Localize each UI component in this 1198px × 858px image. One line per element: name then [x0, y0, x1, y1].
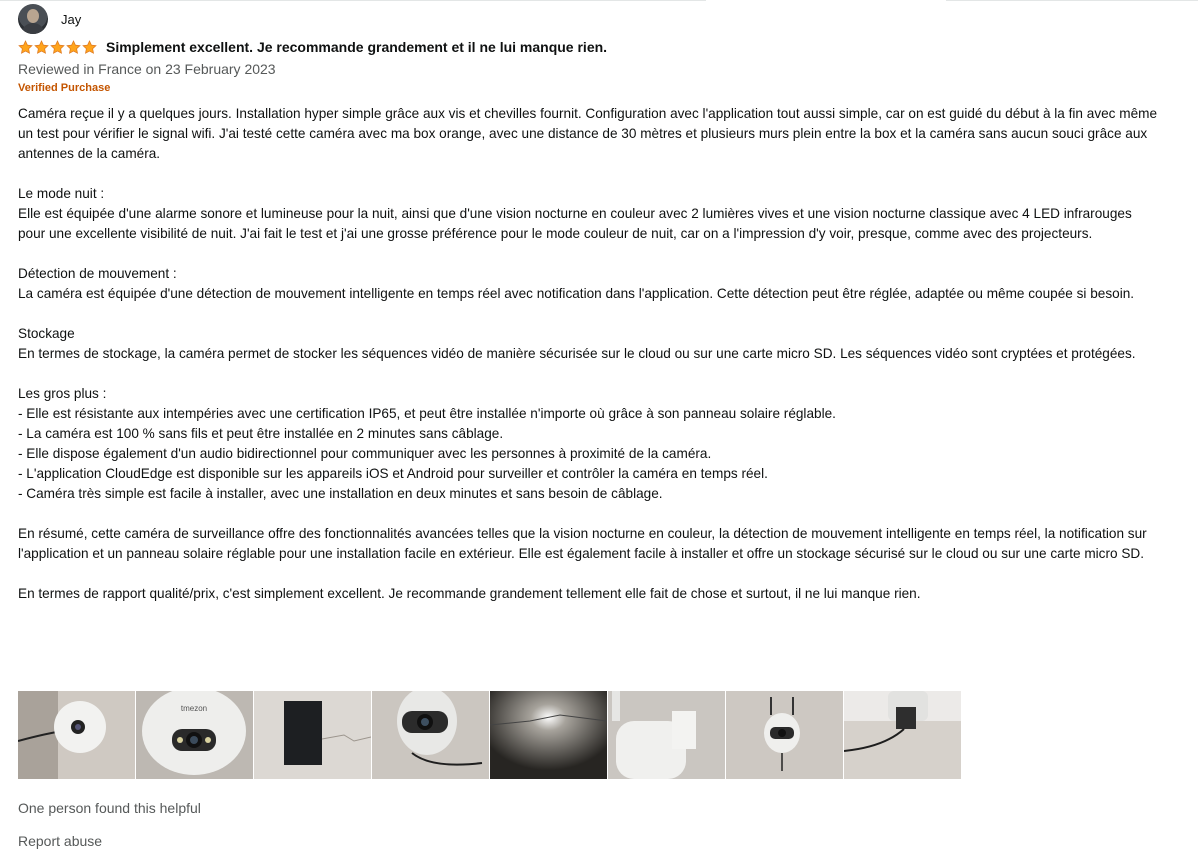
review-text-line: - Elle dispose également d'un audio bidirectionnel pour communiquer avec les personnes à proximité de la caméra. — [18, 446, 712, 461]
review-image-3[interactable] — [254, 691, 371, 779]
review-title[interactable]: Simplement excellent. Je recommande grandement et il ne lui manque rien. — [106, 39, 608, 55]
review-images — [18, 691, 961, 779]
review-image-5[interactable] — [490, 691, 607, 779]
review-image-2[interactable] — [136, 691, 253, 779]
review-text-line: - Caméra très simple est facile à installer, avec une installation en deux minutes et sans besoin de câblage. — [18, 486, 663, 501]
helpful-count: One person found this helpful — [18, 800, 201, 816]
review-date: Reviewed in France on 23 February 2023 — [18, 61, 276, 77]
star-rating — [18, 40, 97, 55]
review-body — [18, 104, 1158, 604]
review-text-line: En termes de rapport qualité/prix, c'est simplement excellent. Je recommande grandement tellement elle fait de chose et surtout, il ne lui manque rien. — [18, 586, 921, 601]
review-image-1[interactable] — [18, 691, 135, 779]
review-text-line: En termes de stockage, la caméra permet de stocker les séquences vidéo de manière sécurisée sur le cloud ou sur une carte micro SD. Les séquences vidéo sont cryptées et protégées. — [18, 346, 1136, 361]
review-image-8[interactable] — [844, 691, 961, 779]
star-icon — [66, 40, 81, 55]
review-text-line: - L'application CloudEdge est disponible sur les appareils iOS et Android pour surveiller et contrôler la caméra en temps réel. — [18, 466, 768, 481]
brand-logo-text: tmezon — [180, 704, 208, 713]
review-title-row — [18, 39, 607, 55]
reviewer-name: Jay — [61, 11, 82, 27]
verified-purchase-badge: Verified Purchase — [18, 82, 111, 94]
star-icon — [82, 40, 97, 55]
star-icon — [34, 40, 49, 55]
review-text-line: Détection de mouvement : — [18, 266, 177, 281]
review-text-line: Les gros plus : — [18, 386, 107, 401]
report-abuse-link[interactable]: Report abuse — [18, 833, 103, 849]
review-image-6[interactable] — [608, 691, 725, 779]
review-text-line: - La caméra est 100 % sans fils et peut être installée en 2 minutes sans câblage. — [18, 426, 504, 441]
review-text-line: En résumé, cette caméra de surveillance offre des fonctionnalités avancées telles que la vision nocturne en couleur, la détection de mouvement intelligente en temps réel, la notification sur l'application et un panneau solaire réglable pour une installation facile en extérieur. Elle est également facile à installer et offre un stockage sécurisé sur le cloud ou sur une carte micro SD. — [18, 526, 1147, 561]
avatar — [18, 4, 48, 34]
review-image-7[interactable] — [726, 691, 843, 779]
review-text-line: Caméra reçue il y a quelques jours. Installation hyper simple grâce aux vis et chevilles fournit. Configuration avec l'application tout aussi simple, car on est guidé du début à la fin avec même un test pour vérifier le signal wifi. J'ai testé cette caméra avec ma box orange, avec une distance de 30 mètres et plusieurs murs plein entre la box et la caméra sans aucun souci grâce aux antennes de la caméra. — [18, 106, 1158, 161]
star-icon — [18, 40, 33, 55]
review-image-4[interactable] — [372, 691, 489, 779]
review-text-line: - Elle est résistante aux intempéries avec une certification IP65, et peut être installée n'importe où grâce à son panneau solaire réglable. — [18, 406, 836, 421]
reviewer-profile[interactable] — [18, 4, 81, 34]
review-text-line: Le mode nuit : — [18, 186, 105, 201]
review-text-line: Stockage — [18, 326, 75, 341]
review-text-line: La caméra est équipée d'une détection de mouvement intelligente en temps réel avec notification dans l'application. Cette détection peut être réglée, adaptée ou même coupée si besoin. — [18, 286, 1135, 301]
review-text-line: Elle est équipée d'une alarme sonore et lumineuse pour la nuit, ainsi que d'une vision nocturne en couleur avec 2 lumières vives et une vision nocturne classique avec 4 LED infrarouges pour une excellente visibilité de nuit. J'ai fait le test et j'ai une grosse préférence pour le mode couleur de nuit, car on a l'impression d'y voir, presque, comme avec des projecteurs. — [18, 206, 1132, 241]
star-icon — [50, 40, 65, 55]
divider — [0, 0, 1198, 1]
